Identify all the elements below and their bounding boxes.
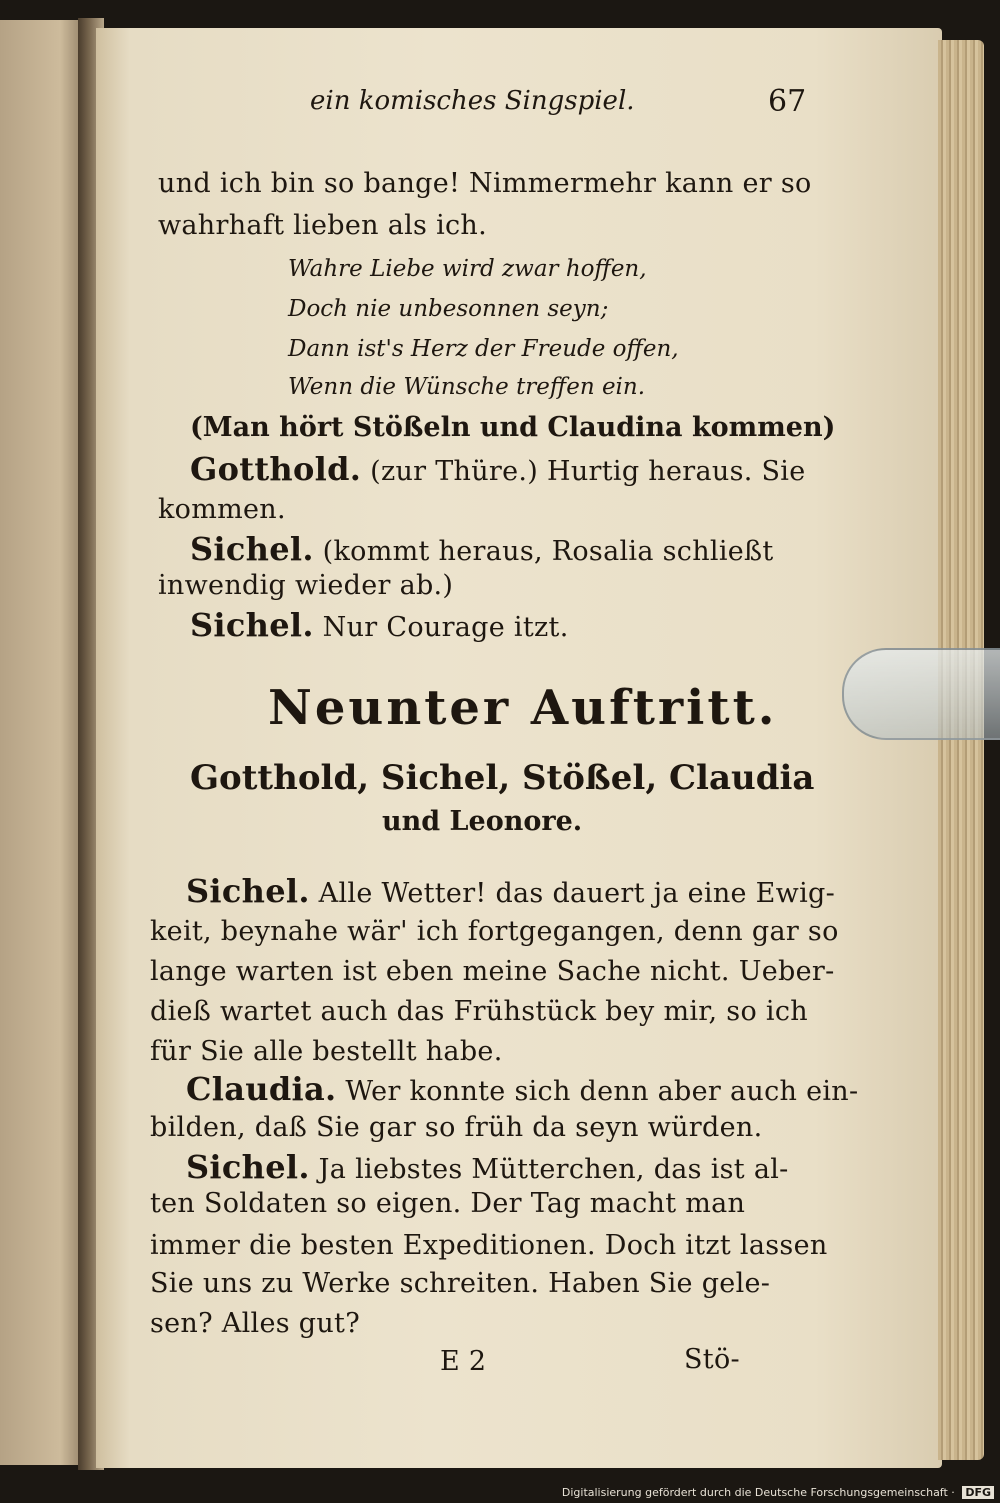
speaker-name: Sichel. bbox=[186, 872, 310, 910]
speech-line bbox=[186, 872, 835, 910]
speech-line bbox=[186, 1070, 858, 1108]
text-line: kommen. bbox=[158, 494, 286, 525]
verse-line: Doch nie unbesonnen seyn; bbox=[288, 296, 609, 322]
speaker-name: Sichel. bbox=[190, 606, 314, 644]
stage-direction: (Man hört Stößeln und Claudina kommen) bbox=[190, 412, 836, 443]
speaker-name: Sichel. bbox=[186, 1148, 310, 1186]
scene-characters-continued: und Leonore. bbox=[382, 806, 583, 837]
text-line: bilden, daß Sie gar so früh da seyn würden. bbox=[150, 1112, 763, 1143]
signature-mark: E 2 bbox=[440, 1346, 487, 1377]
text-line: inwendig wieder ab.) bbox=[158, 570, 454, 601]
text-line: Sie uns zu Werke schreiten. Haben Sie gele- bbox=[150, 1268, 771, 1299]
speech-text: Alle Wetter! das dauert ja eine Ewig- bbox=[318, 878, 836, 909]
catchword: Stö- bbox=[684, 1344, 740, 1375]
dfg-logo: DFG bbox=[962, 1486, 994, 1499]
digitization-credit: Digitalisierung gefördert durch die Deutsche Forschungsgemeinschaft · DFG bbox=[562, 1486, 994, 1499]
speech-text: (zur Thüre.) Hurtig heraus. Sie bbox=[370, 456, 806, 487]
speaker-name: Claudia. bbox=[186, 1070, 337, 1108]
speaker-name: Sichel. bbox=[190, 530, 314, 568]
plastic-page-clip bbox=[842, 648, 1000, 740]
scene-heading: Neunter Auftritt. bbox=[268, 680, 778, 736]
page-number: 67 bbox=[768, 84, 807, 119]
left-page-edge bbox=[0, 20, 86, 1465]
text-line: immer die besten Expeditionen. Doch itzt lassen bbox=[150, 1230, 828, 1261]
scene-characters: Gotthold, Sichel, Stößel, Claudia bbox=[190, 758, 815, 798]
verse-line: Dann ist's Herz der Freude offen, bbox=[288, 336, 679, 362]
speech-text: (kommt heraus, Rosalia schließt bbox=[322, 536, 774, 567]
credit-text: Digitalisierung gefördert durch die Deutsche Forschungsgemeinschaft bbox=[561, 1486, 948, 1499]
speaker-name: Gotthold. bbox=[190, 450, 362, 488]
text-line: für Sie alle bestellt habe. bbox=[150, 1036, 503, 1067]
speech-line bbox=[190, 450, 806, 488]
speech-line bbox=[190, 606, 569, 644]
text-line: ten Soldaten so eigen. Der Tag macht man bbox=[150, 1188, 746, 1219]
text-line: und ich bin so bange! Nimmermehr kann er so bbox=[158, 168, 812, 199]
verse-line: Wahre Liebe wird zwar hoffen, bbox=[288, 256, 647, 282]
running-head: ein komisches Singspiel. bbox=[310, 86, 635, 116]
text-line: lange warten ist eben meine Sache nicht. Ueber- bbox=[150, 956, 835, 987]
text-line: keit, beynahe wär' ich fortgegangen, denn gar so bbox=[150, 916, 839, 947]
speech-text: Ja liebstes Mütterchen, das ist al- bbox=[318, 1154, 789, 1185]
page-block-edges bbox=[938, 40, 984, 1460]
text-line: wahrhaft lieben als ich. bbox=[158, 210, 487, 241]
text-line: sen? Alles gut? bbox=[150, 1308, 360, 1339]
text-line: dieß wartet auch das Frühstück bey mir, so ich bbox=[150, 996, 808, 1027]
speech-text: Wer konnte sich denn aber auch ein- bbox=[345, 1076, 859, 1107]
speech-line bbox=[186, 1148, 789, 1186]
speech-line bbox=[190, 530, 774, 568]
verse-line: Wenn die Wünsche treffen ein. bbox=[288, 374, 646, 400]
speech-text: Nur Courage itzt. bbox=[322, 612, 569, 643]
